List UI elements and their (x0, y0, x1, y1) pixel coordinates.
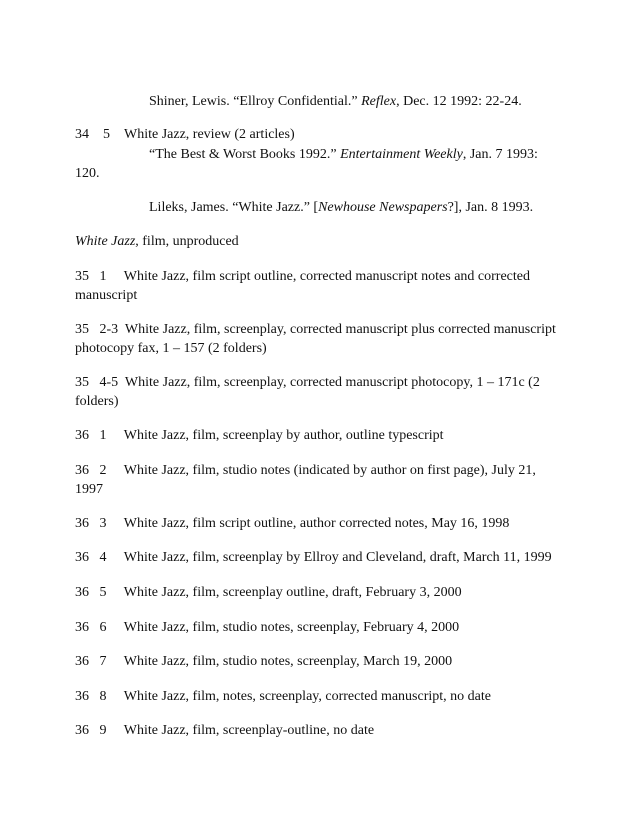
entry-line-cont: 1997 (75, 482, 103, 497)
entry-line: 36 3 White Jazz, film script outline, author corrected notes, May 16, 1998 (75, 516, 510, 531)
entry-line: 36 6 White Jazz, film, studio notes, screenplay, February 4, 2000 (75, 620, 460, 635)
entry-line-cont: manuscript (75, 288, 138, 303)
entry-line: 35 4-5 White Jazz, film, screenplay, corrected manuscript photocopy, 1 – 171c (2 (75, 375, 540, 390)
article-citation-2 (149, 199, 533, 217)
citation-text: Shiner, Lewis. “Ellroy Confidential.” (149, 94, 362, 109)
section-title-italic: White Jazz (75, 234, 136, 249)
citation-text: , Jan. 7 1993: (462, 147, 538, 162)
citation-text: , Dec. 12 1992: 22-24. (396, 94, 522, 109)
shiner-citation (149, 93, 522, 111)
entry-34-5 (75, 126, 295, 144)
entry-line: 35 1 White Jazz, film script outline, corrected manuscript notes and corrected (75, 269, 530, 284)
citation-text: ?], Jan. 8 1993. (447, 200, 534, 215)
entry-line: 36 1 White Jazz, film, screenplay by author, outline typescript (75, 428, 444, 443)
entry-line: 36 9 White Jazz, film, screenplay-outline, no date (75, 723, 375, 738)
publication-title: Entertainment Weekly (340, 147, 463, 162)
folder-number: 5 (103, 127, 110, 142)
entry-line: 36 7 White Jazz, film, studio notes, screenplay, March 19, 2000 (75, 654, 453, 669)
entry-line: 36 8 White Jazz, film, notes, screenplay, corrected manuscript, no date (75, 689, 491, 704)
article-citation-1-page: 120. (75, 166, 100, 181)
entry-line: 36 4 White Jazz, film, screenplay by Ellroy and Cleveland, draft, March 11, 1999 (75, 550, 552, 565)
article-citation-1 (149, 146, 538, 164)
section-title-rest: , film, unproduced (135, 234, 239, 249)
publication-title: Newhouse Newspapers (318, 200, 448, 215)
entry-line: 36 2 White Jazz, film, studio notes (indicated by author on first page), July 21, (75, 463, 536, 478)
entry-title: White Jazz, review (2 articles) (124, 127, 295, 142)
entry-line-cont: folders) (75, 394, 119, 409)
entry-line-cont: photocopy fax, 1 – 157 (2 folders) (75, 341, 267, 356)
entry-line: 35 2-3 White Jazz, film, screenplay, corrected manuscript plus corrected manuscript (75, 322, 556, 337)
publication-title: Reflex (361, 94, 397, 109)
box-number: 34 (75, 127, 89, 142)
entry-line: 36 5 White Jazz, film, screenplay outline, draft, February 3, 2000 (75, 585, 462, 600)
citation-text: “The Best & Worst Books 1992.” (149, 147, 341, 162)
section-heading (75, 233, 239, 251)
citation-text: Lileks, James. “White Jazz.” [ (149, 200, 319, 215)
